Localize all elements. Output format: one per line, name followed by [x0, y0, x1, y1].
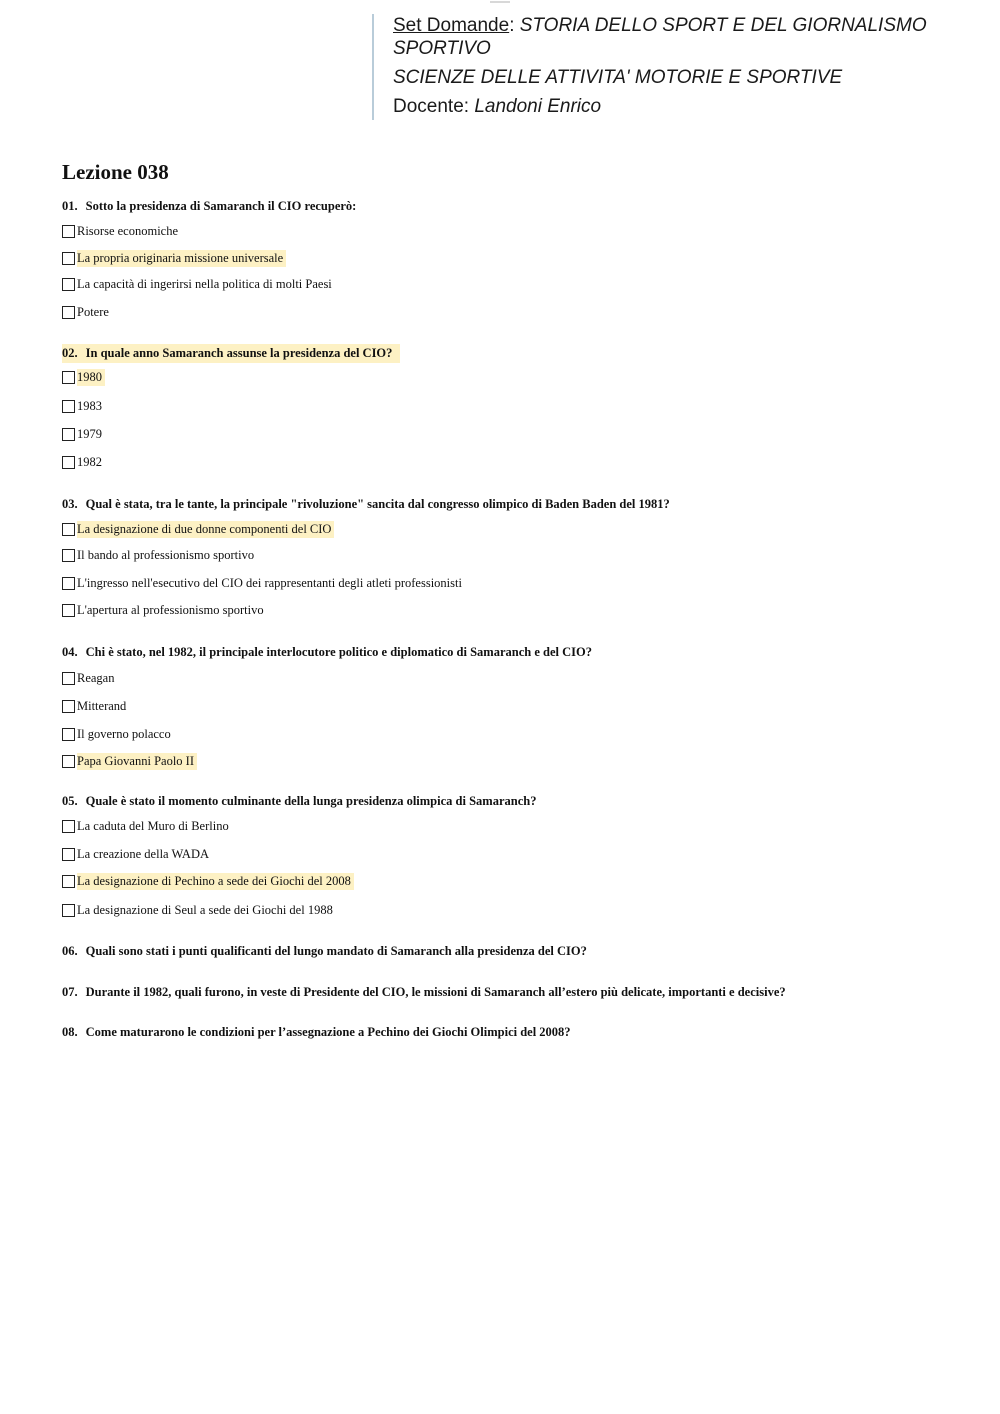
checkbox[interactable] [62, 306, 75, 319]
question-number: 01. [62, 199, 78, 213]
question-number: 08. [62, 1025, 78, 1039]
option-label: La propria originaria missione universale [77, 250, 286, 267]
checkbox[interactable] [62, 523, 75, 536]
checkbox[interactable] [62, 549, 75, 562]
question-text: In quale anno Samaranch assunse la presidenza del CIO? [85, 346, 393, 360]
set-label: Set Domande [393, 15, 510, 36]
checkbox[interactable] [62, 225, 75, 238]
question-number: 05. [62, 794, 78, 808]
question-06 [62, 942, 593, 961]
option-label: 1982 [77, 454, 102, 469]
option-label: L'apertura al professionismo sportivo [77, 602, 264, 617]
option-label: La designazione di Seul a sede dei Giochi del 1988 [77, 902, 333, 917]
checkbox[interactable] [62, 820, 75, 833]
question-04 [62, 643, 598, 662]
checkbox[interactable] [62, 755, 75, 768]
question-05 [62, 792, 542, 811]
option-label: Il bando al professionismo sportivo [77, 547, 255, 562]
question-07 [62, 983, 792, 1002]
question-text: Durante il 1982, quali furono, in veste di Presidente del CIO, le missioni di Samaranch all’estero più delicate, importanti e decisive? [85, 985, 786, 999]
option-label: Mitterand [77, 698, 127, 713]
checkbox[interactable] [62, 728, 75, 741]
option-q01-c[interactable] [62, 275, 335, 293]
option-label: 1979 [77, 426, 102, 441]
option-label: L'ingresso nell'esecutivo del CIO dei rappresentanti degli atleti professionisti [77, 575, 462, 590]
set-title-1: STORIA DELLO SPORT E DEL GIORNALISMO [519, 15, 927, 36]
option-q03-d[interactable] [62, 601, 267, 619]
option-label: La capacità di ingerirsi nella politica di molti Paesi [77, 276, 332, 291]
option-q01-d[interactable] [62, 303, 112, 321]
teacher-name: Landoni Enrico [474, 96, 602, 117]
option-label: Il governo polacco [77, 726, 171, 741]
option-q01-a[interactable] [62, 222, 181, 240]
option-label: La designazione di Pechino a sede dei Giochi del 2008 [77, 873, 354, 890]
checkbox[interactable] [62, 252, 75, 265]
option-label: La designazione di due donne componenti del CIO [77, 521, 334, 538]
option-q05-a[interactable] [62, 817, 232, 835]
checkbox[interactable] [62, 428, 75, 441]
checkbox[interactable] [62, 400, 75, 413]
option-q05-b[interactable] [62, 845, 212, 863]
question-01 [62, 197, 362, 216]
option-q02-d[interactable] [62, 453, 105, 471]
question-text: Qual è stata, tra le tante, la principale "rivoluzione" sancita dal congresso olimpico di Baden Baden del 1981? [85, 497, 670, 511]
checkbox[interactable] [62, 904, 75, 917]
question-text: Quali sono stati i punti qualificanti del lungo mandato di Samaranch alla presidenza del CIO? [85, 944, 587, 958]
question-text: Sotto la presidenza di Samaranch il CIO recuperò: [85, 199, 357, 213]
option-label: Risorse economiche [77, 223, 179, 238]
checkbox[interactable] [62, 604, 75, 617]
question-number: 07. [62, 985, 78, 999]
option-q05-c[interactable] [62, 872, 354, 890]
question-text: Come maturarono le condizioni per l’assegnazione a Pechino dei Giochi Olimpici del 2008? [85, 1025, 571, 1039]
option-label: Potere [77, 304, 109, 319]
set-title-2: SPORTIVO [393, 38, 491, 59]
option-q02-b[interactable] [62, 397, 105, 415]
option-label: La creazione della WADA [77, 846, 209, 861]
option-q03-c[interactable] [62, 574, 465, 592]
checkbox[interactable] [62, 371, 75, 384]
set-colon: : [509, 15, 520, 36]
option-q02-c[interactable] [62, 425, 105, 443]
option-q01-b[interactable] [62, 249, 286, 267]
option-label: La caduta del Muro di Berlino [77, 818, 229, 833]
option-q04-c[interactable] [62, 725, 174, 743]
question-03 [62, 495, 676, 514]
question-number: 02. [62, 346, 78, 360]
checkbox[interactable] [62, 848, 75, 861]
question-number: 03. [62, 497, 78, 511]
option-label: 1983 [77, 398, 102, 413]
teacher-line [393, 95, 952, 118]
option-q04-d[interactable] [62, 752, 197, 770]
set-title-line [393, 14, 952, 37]
question-text: Quale è stato il momento culminante della lunga presidenza olimpica di Samaranch? [85, 794, 537, 808]
option-label: Papa Giovanni Paolo II [77, 753, 197, 770]
option-label: 1980 [77, 369, 105, 386]
option-label: Reagan [77, 670, 115, 685]
question-text: Chi è stato, nel 1982, il principale interlocutore politico e diplomatico di Samaranch e del CIO? [85, 645, 592, 659]
teacher-label: Docente: [393, 96, 475, 117]
checkbox[interactable] [62, 700, 75, 713]
option-q04-a[interactable] [62, 669, 117, 687]
checkbox[interactable] [62, 456, 75, 469]
option-q03-b[interactable] [62, 546, 257, 564]
checkbox[interactable] [62, 577, 75, 590]
question-08 [62, 1023, 577, 1042]
top-page-mark [490, 1, 510, 3]
question-02 [62, 344, 400, 363]
question-number: 06. [62, 944, 78, 958]
option-q02-a[interactable] [62, 368, 105, 386]
course-name: SCIENZE DELLE ATTIVITA' MOTORIE E SPORTIVE [393, 67, 843, 88]
checkbox[interactable] [62, 278, 75, 291]
lesson-title: Lezione 038 [62, 160, 169, 184]
option-q04-b[interactable] [62, 697, 129, 715]
question-number: 04. [62, 645, 78, 659]
checkbox[interactable] [62, 672, 75, 685]
option-q03-a[interactable] [62, 520, 334, 538]
option-q05-d[interactable] [62, 901, 336, 919]
course-header [372, 14, 952, 120]
checkbox[interactable] [62, 875, 75, 888]
